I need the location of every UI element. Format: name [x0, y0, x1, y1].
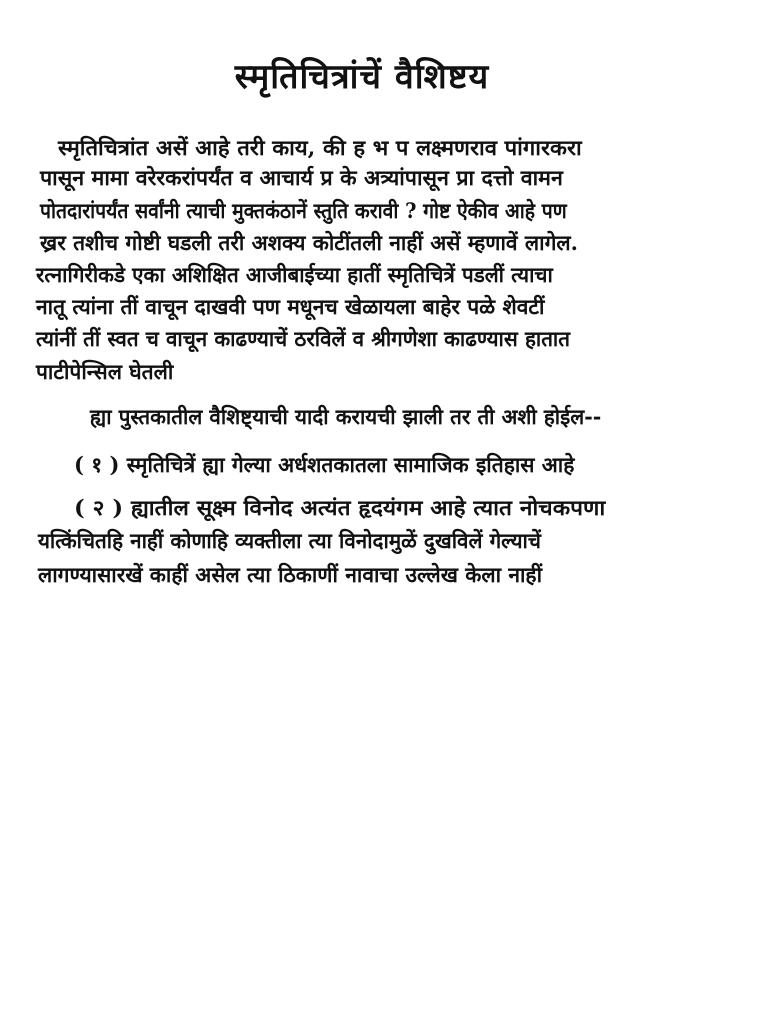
document-title: स्मृतिचित्रांचें वैशिष्टय	[234, 57, 490, 97]
list-item-2-line-1: ( २ ) ह्यातील सूक्ष्म विनोद अत्यंत हृदयंगम आहे त्यात नोचकपणा	[74, 495, 606, 520]
paragraph-1-line-4: ख्रर तशीच गोष्टी घडली तरी अशक्य कोटींतली नाहीं असें म्हणावें लागेल.	[40, 230, 578, 255]
paragraph-2: ह्या पुस्तकातील वैशिष्ट्याची यादी करायची झाली तर ती अशी होईल--	[90, 404, 602, 429]
paragraph-1-line-6: नातू त्यांना तीं वाचून दाखवी पण मधूनच खेळायला बाहेर पळे शेवटीं	[36, 294, 545, 319]
list-item-2-line-2: यत्किंचितहि नाहीं कोणाहि व्यक्तीला त्या विनोदामुळें दुखविलें गेल्याचें	[38, 528, 541, 553]
paragraph-1-line-2: पासून मामा वरेरकरांपर्यंत व आचार्य प्र के अत्र्यांपासून प्रा दत्तो वामन	[40, 165, 563, 190]
paragraph-1-line-8: पाटीपेन्सिल घेतली	[36, 359, 174, 384]
paragraph-1-line-3: पोतदारांपर्यंत सर्वांनी त्याची मुक्तकंठानें स्तुति करावी ? गोष्ट ऐकीव आहे पण	[40, 198, 567, 223]
list-item-2-line-3: लागण्यासारखें काहीं असेल त्या ठिकाणीं नावाचा उल्लेख केला नाहीं	[38, 562, 543, 587]
paragraph-1-line-5: रत्नागिरीकडे एका अशिक्षित आजीबाईच्या हातीं स्मृतिचित्रें पडलीं त्याचा	[36, 262, 553, 287]
paragraph-1-line-1: स्मृतिचित्रांत असें आहे तरी काय, की ह भ प लक्ष्मणराव पांगारकरा	[58, 135, 582, 160]
list-item-1: ( १ ) स्मृतिचित्रें ह्या गेल्या अर्धशतकातला सामाजिक इतिहास आहे	[74, 452, 575, 477]
paragraph-1-line-7: त्यांनीं तीं स्वत च वाचून काढण्याचें ठरविलें व श्रीगणेशा काढण्यास हातात	[36, 326, 571, 351]
